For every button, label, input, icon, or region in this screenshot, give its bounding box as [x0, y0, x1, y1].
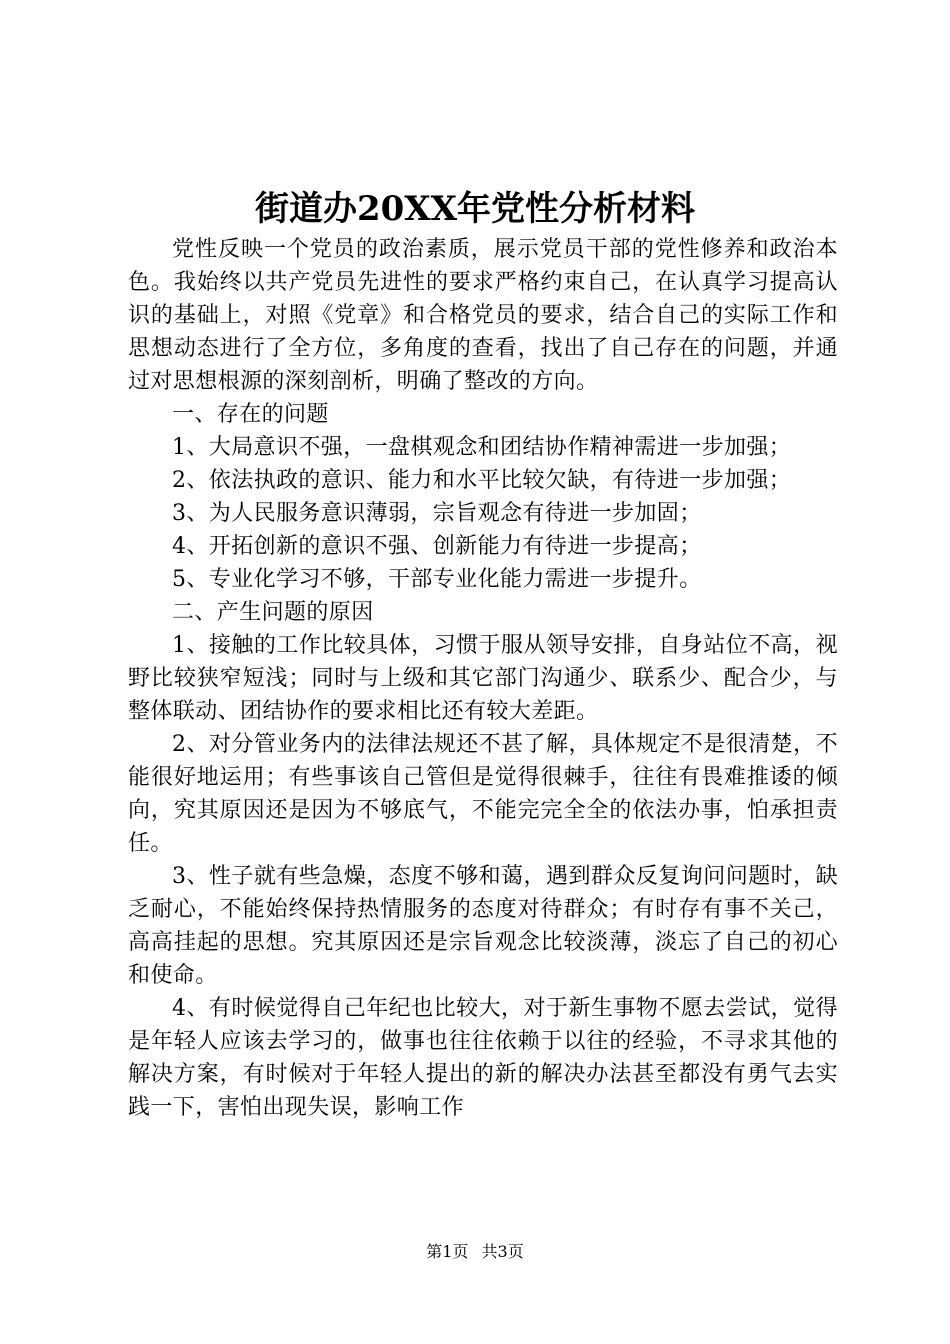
problem-item: 4、开拓创新的意识不强、创新能力有待进一步提高； — [172, 534, 702, 559]
page-number: 第1页 — [426, 1242, 469, 1261]
section-heading-problems: 一、存在的问题 — [172, 402, 329, 427]
section-heading-causes: 二、产生问题的原因 — [172, 600, 374, 625]
cause-item: 3、性子就有些急燥，态度不够和蔼，遇到群众反复询问问题时，缺乏耐心，不能始终保持热情服务的态度对待群众；有时存有事不关己，高高挂起的思想。究其原因还是宗旨观念比较淡薄，淡忘了自己的初心和使命。 — [128, 864, 838, 988]
paragraph-intro: 党性反映一个党员的政治素质，展示党员干部的党性修养和政治本色。我始终以共产党员先进性的要求严格约束自己，在认真学习提高认识的基础上，对照《党章》和合格党员的要求，结合自己的实际工作和思想动态进行了全方位，多角度的查看，找出了自己存在的问题，并通过对思想根源的深刻剖析，明确了整改的方向。 — [128, 237, 838, 394]
document-title: 街道办20XX年党性分析材料 — [254, 189, 696, 229]
cause-item: 4、有时候觉得自己年纪也比较大，对于新生事物不愿去尝试，觉得是年轻人应该去学习的，做事也往往依赖于以往的经验，不寻求其他的解决方案，有时候对于年轻人提出的新的解决办法甚至都没有勇气去实践一下，害怕出现失误，影响工作 — [128, 996, 838, 1120]
document-body — [128, 233, 838, 1124]
cause-item: 1、接触的工作比较具体，习惯于服从领导安排，自身站位不高，视野比较狭窄短浅；同时与上级和其它部门沟通少、联系少、配合少，与整体联动、团结协作的要求相比还有较大差距。 — [128, 633, 838, 724]
problem-item: 1、大局意识不强，一盘棋观念和团结协作精神需进一步加强； — [172, 435, 792, 460]
page-footer — [0, 1241, 950, 1263]
page-total: 共3页 — [481, 1242, 524, 1261]
problem-item: 2、依法执政的意识、能力和水平比较欠缺，有待进一步加强； — [172, 468, 792, 493]
problem-item: 3、为人民服务意识薄弱，宗旨观念有待进一步加固； — [172, 501, 702, 526]
problem-item: 5、专业化学习不够，干部专业化能力需进一步提升。 — [172, 567, 702, 592]
cause-item: 2、对分管业务内的法律法规还不甚了解，具体规定不是很清楚，不能很好地运用；有些事该自己管但是觉得很棘手，往往有畏难推诿的倾向，究其原因还是因为不够底气，不能完完全全的依法办事，怕承担责任。 — [128, 732, 838, 856]
